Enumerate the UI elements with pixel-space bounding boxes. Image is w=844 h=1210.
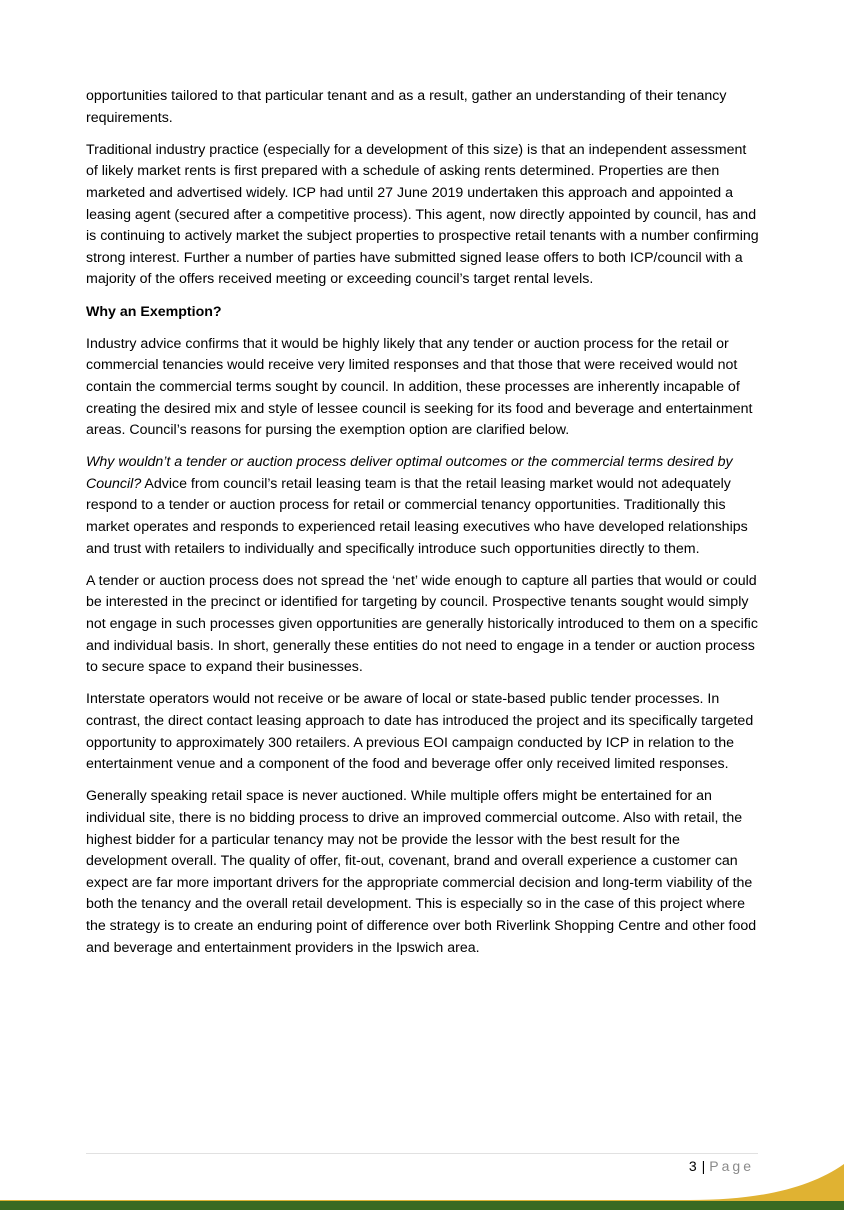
page-number: 3: [688, 1158, 697, 1174]
paragraph-intro-continuation: opportunities tailored to that particular tenant and as a result, gather an understanding of their tenancy requirements.: [86, 88, 727, 126]
footer-gold-swoosh: [0, 1164, 844, 1204]
page-number-separator: |: [701, 1158, 706, 1174]
italic-question-lead: Why wouldn’t a tender or auction process deliver optimal outcomes or the commercial terms desired by Council?: [86, 454, 733, 492]
paragraph-retail-auction: Generally speaking retail space is never auctioned. While multiple offers might be entertained for an individual site, there is no bidding process to drive an improved commercial outcome. Also with retail, the highest bidder for a particular tenancy may not be provide the lessor with the best result for the development overall. The quality of offer, fit-out, covenant, brand and overall experience a customer can expect are far more important drivers for the appropriate commercial decision and long-term viability of the both the tenancy and the overall retail development. This is especially so in the case of this project where the strategy is to create an enduring point of difference over both Riverlink Shopping Centre and other food and beverage and entertainment providers in the Ipswich area.: [86, 788, 757, 956]
footer-decorative-band: [0, 1164, 844, 1210]
footer-divider: [86, 1153, 758, 1154]
paragraph-tender-question: [86, 452, 762, 560]
footer-green-bar: [0, 1201, 844, 1210]
page-label: Page: [709, 1158, 754, 1174]
section-heading-why-exemption: Why an Exemption?: [86, 303, 222, 320]
document-body: [86, 86, 762, 970]
paragraph-tender-answer: Advice from council’s retail leasing team is that the retail leasing market would not adequately respond to a tender or auction process for retail or commercial tenancy opportunities. Traditionally this market operates and responds to experienced retail leasing executives who have developed relationships and trust with retailers to individually and specifically introduce such opportunities directly to them.: [86, 475, 748, 557]
paragraph-industry-advice: Industry advice confirms that it would be highly likely that any tender or auction process for the retail or commercial tenancies would receive very limited responses and that those that were received would not contain the commercial terms sought by council. In addition, these processes are inherently incapable of creating the desired mix and style of lessee council is seeking for its food and beverage and entertainment areas. Council’s reasons for pursing the exemption option are clarified below.: [86, 335, 753, 439]
paragraph-net-wide: A tender or auction process does not spread the ‘net’ wide enough to capture all parties that would or could be interested in the precinct or identified for targeting by council. Prospective tenants sought would simply not engage in such processes given opportunities are generally historically introduced to them on a specific and individual basis. In short, generally these entities do not need to engage in a tender or auction process to secure space to expand their businesses.: [86, 572, 758, 676]
paragraph-interstate-operators: Interstate operators would not receive or be aware of local or state-based public tender processes. In contrast, the direct contact leasing approach to date has introduced the project and its specifically targeted opportunity to approximately 300 retailers. A previous EOI campaign conducted by ICP in relation to the entertainment venue and a component of the food and beverage offer only received limited responses.: [86, 691, 754, 773]
paragraph-industry-practice: Traditional industry practice (especially for a development of this size) is that an independent assessment of likely market rents is first prepared with a schedule of asking rents determined. Properties are then marketed and advertised widely. ICP had until 27 June 2019 undertaken this approach and appointed a leasing agent (secured after a competitive process). This agent, now directly appointed by council, has and is continuing to actively market the subject properties to prospective retail tenants with a number confirming strong interest. Further a number of parties have submitted signed lease offers to both ICP/council with a majority of the offers received meeting or exceeding council’s target rental levels.: [86, 141, 759, 288]
